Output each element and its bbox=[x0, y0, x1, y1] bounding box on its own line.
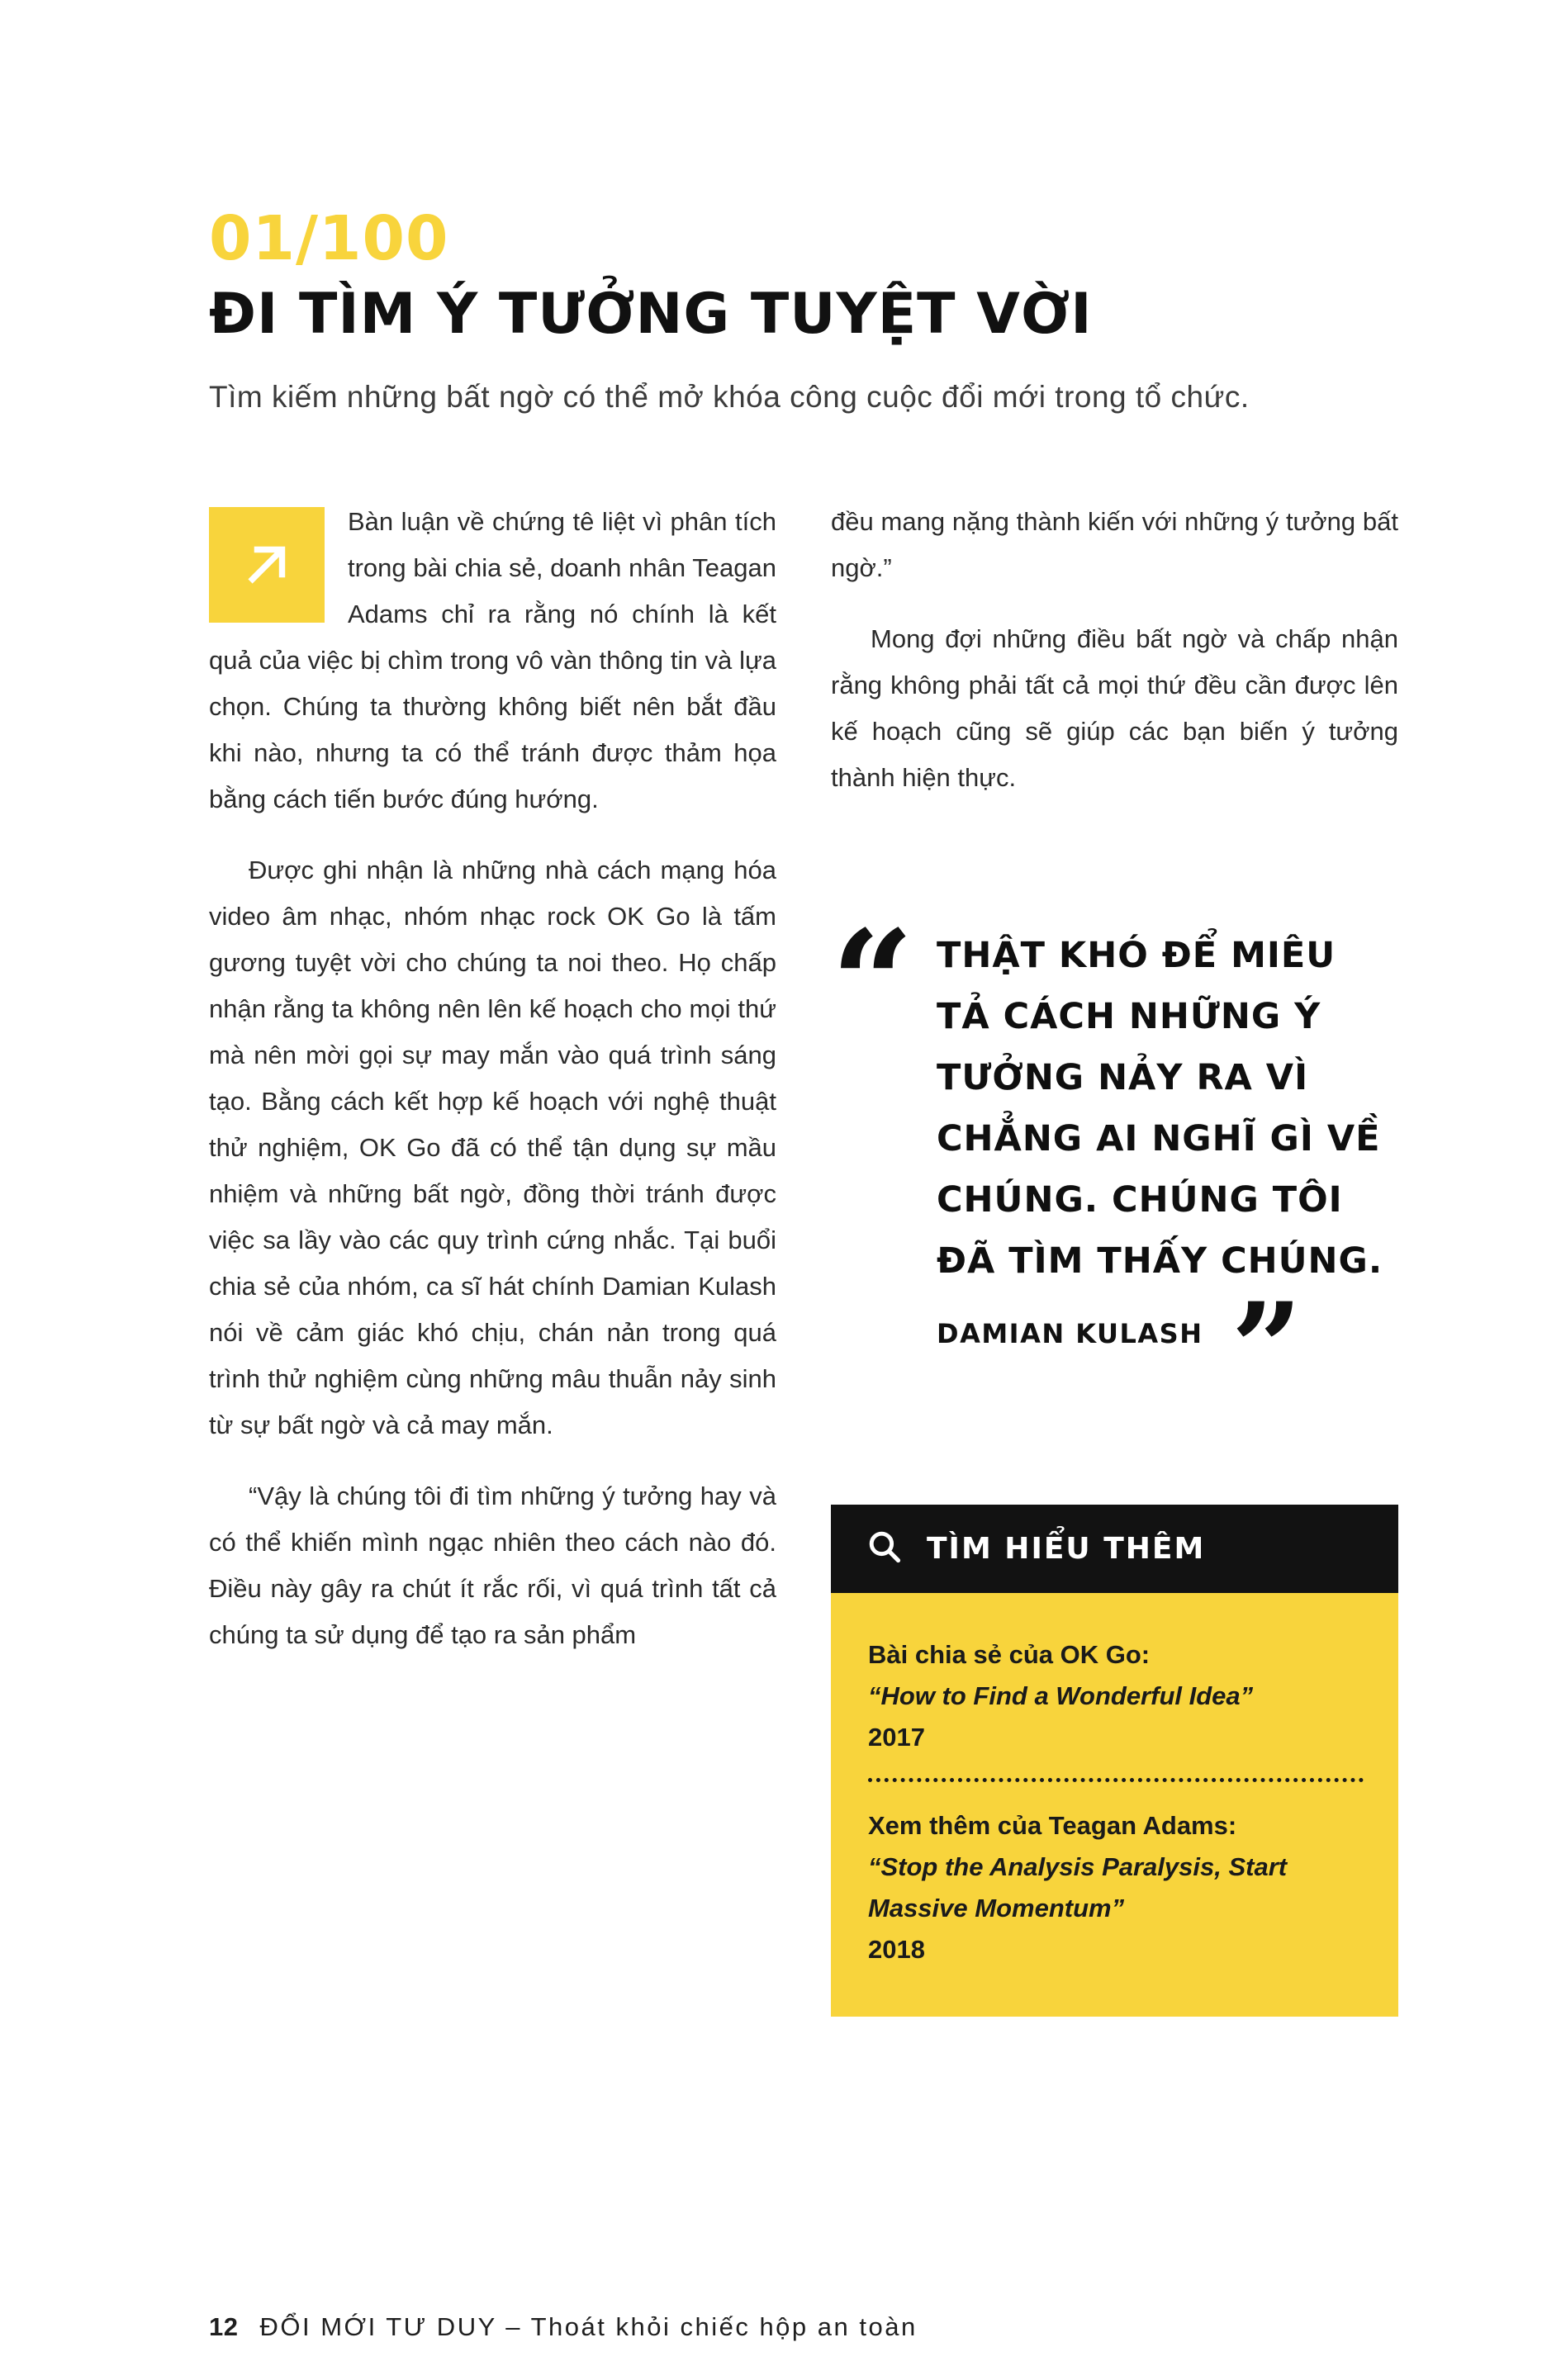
article-columns bbox=[209, 499, 1398, 2017]
pullquote bbox=[831, 899, 1398, 1422]
paragraph: Được ghi nhận là những nhà cách mạng hóa video âm nhạc, nhóm nhạc rock OK Go là tấm gương tuyệt vời cho chúng ta noi theo. Họ chấp nhận rằng ta không nên lên kế hoạch cho mọi thứ mà nên mời gọi sự may mắn vào quá trình sáng tạo. Bằng cách kết hợp kế hoạch với nghệ thuật thử nghiệm, OK Go đã có thể tận dụng sự mầu nhiệm và những bất ngờ, đồng thời tránh được việc sa lầy vào các quy trình cứng nhắc. Tại buổi chia sẻ của nhóm, ca sĩ hát chính Damian Kulash nói về cảm giác khó chịu, chán nản trong quá trình thử nghiệm cùng những mâu thuẫn nảy sinh từ sự bất ngờ và cả may mắn. bbox=[209, 856, 776, 1440]
open-quote-icon: “ bbox=[831, 899, 914, 1069]
dotted-divider bbox=[868, 1778, 1364, 1782]
pullquote-attribution: DAMIAN KULASH bbox=[937, 1318, 1203, 1350]
paragraph: “Vậy là chúng tôi đi tìm những ý tưởng hay và có thể khiến mình ngạc nhiên theo cách nào đó. Điều này gây ra chút ít rắc rối, vì quá trình tất cả chúng ta sử dụng để tạo ra sản phẩm bbox=[209, 1482, 776, 1650]
resource-title: “How to Find a Wonderful Idea” bbox=[868, 1681, 1254, 1710]
learn-more-header bbox=[831, 1505, 1398, 1593]
learn-more-item bbox=[868, 1805, 1364, 1970]
page-title: ĐI TÌM Ý TƯỞNG TUYỆT VỜI bbox=[209, 282, 1093, 347]
paragraph: Mong đợi những điều bất ngờ và chấp nhận rằng không phải tất cả mọi thứ đều cần được lên kế hoạch cũng sẽ giúp các bạn biến ý tưởng thành hiện thực. bbox=[831, 624, 1398, 793]
chapter-number: 01/100 bbox=[209, 203, 449, 274]
paragraph-text: Bàn luận về chứng tê liệt vì phân tích trong bài chia sẻ, doanh nhân Teagan Adams chỉ ra rằng nó chính là kết quả của việc bị chìm trong vô vàn thông tin và lựa chọn. Chúng ta thường không biết nên bắt đầu khi nào, nhưng ta có thể tránh được thảm họa bằng cách tiến bước đúng hướng. bbox=[209, 507, 776, 814]
pullquote-text: THẬT KHÓ ĐỂ MIÊU TẢ CÁCH NHỮNG Ý TƯỞNG NẢY RA VÌ CHẲNG AI NGHĨ GÌ VỀ CHÚNG. CHÚNG TÔI ĐÃ TÌM THẤY CHÚNG. bbox=[937, 935, 1383, 1282]
search-icon bbox=[866, 1528, 904, 1570]
chapter-header bbox=[209, 203, 1398, 420]
paragraph bbox=[209, 499, 776, 823]
paragraph: đều mang nặng thành kiến với những ý tưởng bất ngờ.” bbox=[831, 507, 1398, 583]
learn-more-item bbox=[868, 1634, 1364, 1758]
resource-year: 2018 bbox=[868, 1934, 925, 1964]
arrow-up-right-icon bbox=[209, 507, 325, 623]
resource-title: “Stop the Analysis Paralysis, Start Massive Momentum” bbox=[868, 1851, 1288, 1922]
page-footer bbox=[209, 2312, 918, 2342]
pullquote-body bbox=[937, 925, 1398, 1422]
page-subtitle: Tìm kiếm những bất ngờ có thể mở khóa công cuộc đổi mới trong tổ chức. bbox=[209, 379, 1250, 414]
footer-page-number: 12 bbox=[209, 2312, 239, 2341]
resource-year: 2017 bbox=[868, 1722, 925, 1752]
right-column bbox=[831, 499, 1398, 2017]
resource-label: Bài chia sẻ của OK Go: bbox=[868, 1639, 1151, 1669]
footer-book-title: ĐỔI MỚI TƯ DUY – Thoát khỏi chiếc hộp an toàn bbox=[259, 2312, 918, 2341]
resource-label: Xem thêm của Teagan Adams: bbox=[868, 1810, 1237, 1840]
pullquote-caption bbox=[937, 1276, 1398, 1422]
learn-more-box bbox=[831, 1593, 1398, 2017]
left-column bbox=[209, 499, 776, 1658]
learn-more-title: TÌM HIỂU THÊM bbox=[927, 1531, 1206, 1566]
close-quote-icon: ” bbox=[1231, 1276, 1302, 1422]
